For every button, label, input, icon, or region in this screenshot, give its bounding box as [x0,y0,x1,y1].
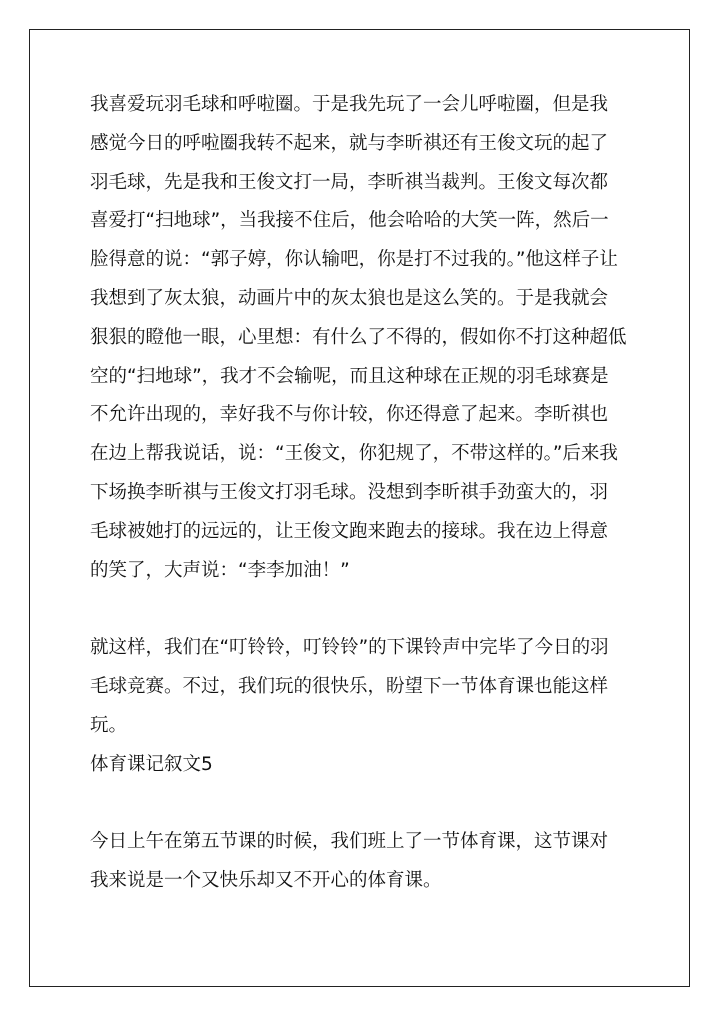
text-line: 毛球竞赛。不过，我们玩的很快乐，盼望下一节体育课也能这样 [90,675,609,697]
text-line: 玩。 [90,714,128,736]
text-line: 我想到了灰太狼，动画片中的灰太狼也是这么笑的。于是我就会 [90,287,609,309]
paragraph-badminton-game [90,86,650,590]
text-line: 下场换李昕祺与王俊文打羽毛球。没想到李昕祺手劲蛮大的，羽 [90,481,609,503]
text-line: 狠狠的瞪他一眼，心里想：有什么了不得的，假如你不打这种超低 [90,326,627,348]
text-line: 我来说是一个又快乐却又不开心的体育课。 [90,869,442,891]
text-line: 在边上帮我说话，说：“王俊文，你犯规了，不带这样的。”后来我 [90,443,618,465]
text-line: 我喜爱玩羽毛球和呼啦圈。于是我先玩了一会儿呼啦圈，但是我 [90,94,609,115]
text-line: 就这样，我们在“叮铃铃，叮铃铃”的下课铃声中完毕了今日的羽 [90,637,609,659]
text-line: 脸得意的说：“郭子婷，你认输吧，你是打不过我的。”他这样子让 [90,249,618,271]
text-line: 的笑了，大声说：“李李加油！” [90,559,350,581]
paragraph-spacer [90,784,650,823]
paragraph-new-essay-intro [90,823,650,901]
section-heading: 体育课记叙文5 [90,753,213,775]
paragraph-spacer [90,590,650,629]
text-line: 毛球被她打的远远的，让王俊文跑来跑去的接球。我在边上得意 [90,520,609,542]
text-line: 喜爱打“扫地球”，当我接不住后，他会哈哈的大笑一阵，然后一 [90,210,609,232]
text-line: 今日上午在第五节课的时候，我们班上了一节体育课，这节课对 [90,831,609,853]
document-body [90,86,650,901]
text-line: 空的“扫地球”，我才不会输呢，而且这种球在正规的羽毛球赛是 [90,365,609,387]
text-line: 羽毛球，先是我和王俊文打一局，李昕祺当裁判。王俊文每次都 [90,171,609,193]
paragraph-end-of-class [90,629,650,745]
text-line: 感觉今日的呼啦圈我转不起来，就与李昕祺还有王俊文玩的起了 [90,132,609,154]
text-line: 不允许出现的，幸好我不与你计较，你还得意了起来。李昕祺也 [90,404,609,426]
